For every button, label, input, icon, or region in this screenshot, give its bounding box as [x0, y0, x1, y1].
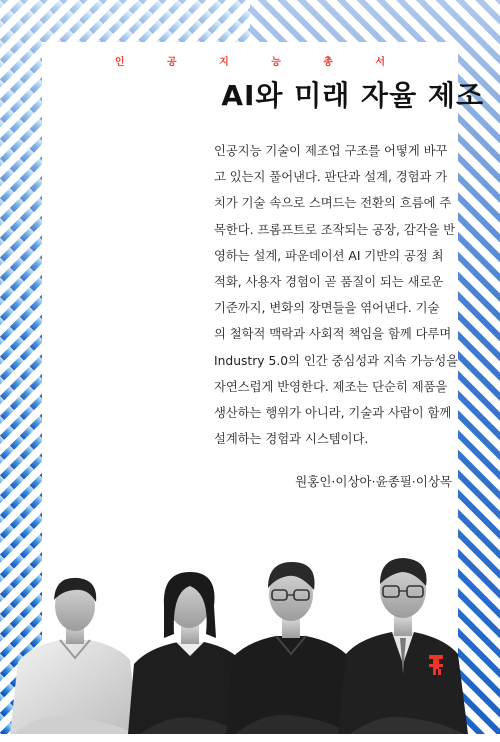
description-line: Industry 5.0의 인간 중심성과 지속 가능성을	[214, 353, 459, 368]
series-char: 인	[114, 57, 125, 68]
description-line: 생산하는 행위가 아니라, 기술과 사람이 함께	[214, 406, 452, 421]
series-char: 공	[167, 57, 177, 68]
series-char: 지	[219, 57, 229, 68]
description-line: 의 철학적 맥락과 사회적 책임을 함께 다루며	[214, 327, 452, 342]
book-title: AI와 미래 자율 제조	[221, 79, 484, 112]
publisher-logo-icon	[428, 654, 444, 676]
series-label	[0, 50, 500, 69]
description-line: 인공지능 기술이 제조업 구조를 어떻게 바꾸	[214, 144, 448, 158]
author-photo-1	[10, 578, 138, 734]
series-char: 능	[271, 57, 281, 68]
description-line: 목한다. 프롬프트로 조작되는 공장, 감각을 반	[214, 222, 456, 237]
series-char: 총	[323, 57, 333, 68]
description-line: 자연스럽게 반영한다. 제조는 단순히 제품을	[214, 379, 448, 394]
author-photos	[0, 534, 500, 734]
author-photo-4	[338, 558, 468, 734]
author-names: 원홍인·이상아·윤종필·이상목	[295, 474, 452, 489]
author-photo-3	[226, 562, 356, 734]
series-char: 서	[375, 57, 386, 68]
description-line: 적화, 사용자 경험이 곧 품질이 되는 새로운	[214, 275, 444, 290]
book-description	[214, 138, 459, 452]
description-line: 치가 기술 속으로 스며드는 전환의 흐름에 주	[214, 196, 452, 211]
description-line: 고 있는지 풀어낸다. 판단과 설계, 경험과 가	[214, 170, 448, 185]
description-line: 기준까지, 변화의 장면들을 엮어낸다. 기술	[214, 301, 440, 316]
description-line: 영하는 설계, 파운데이션 AI 기반의 공정 최	[214, 248, 444, 263]
description-line: 설계하는 경험과 시스템이다.	[214, 432, 369, 447]
